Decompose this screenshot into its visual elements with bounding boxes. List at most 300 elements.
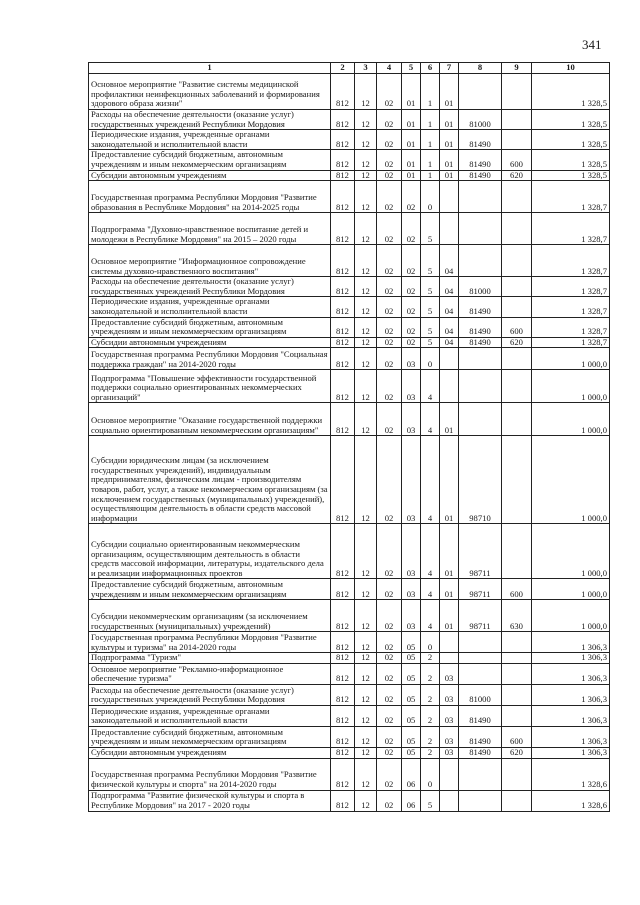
amount-cell: 1 328,5 bbox=[532, 130, 610, 150]
code-cell bbox=[502, 705, 532, 726]
code-cell: 812 bbox=[331, 110, 355, 130]
code-cell bbox=[440, 181, 459, 213]
code-cell: 02 bbox=[377, 653, 402, 664]
table-row bbox=[89, 579, 610, 600]
code-cell bbox=[502, 790, 532, 811]
amount-cell: 1 328,5 bbox=[532, 74, 610, 110]
code-cell: 0 bbox=[421, 348, 440, 370]
code-cell: 05 bbox=[402, 653, 421, 664]
code-cell bbox=[440, 348, 459, 370]
code-cell: 12 bbox=[355, 130, 377, 150]
amount-cell: 1 306,3 bbox=[532, 747, 610, 758]
code-cell: 600 bbox=[502, 317, 532, 337]
code-cell bbox=[440, 790, 459, 811]
code-cell: 03 bbox=[402, 524, 421, 579]
code-cell: 12 bbox=[355, 170, 377, 181]
code-cell: 5 bbox=[421, 213, 440, 245]
code-cell bbox=[459, 348, 502, 370]
amount-cell: 1 000,0 bbox=[532, 348, 610, 370]
table-row bbox=[89, 684, 610, 705]
code-cell: 02 bbox=[377, 213, 402, 245]
code-cell: 812 bbox=[331, 337, 355, 348]
code-cell: 12 bbox=[355, 317, 377, 337]
code-cell: 01 bbox=[440, 579, 459, 600]
code-cell bbox=[459, 74, 502, 110]
code-cell: 0 bbox=[421, 758, 440, 790]
amount-cell: 1 306,3 bbox=[532, 632, 610, 653]
code-cell: 05 bbox=[402, 663, 421, 684]
code-cell bbox=[502, 758, 532, 790]
code-cell: 02 bbox=[377, 705, 402, 726]
code-cell: 01 bbox=[440, 524, 459, 579]
code-cell: 812 bbox=[331, 758, 355, 790]
row-name: Субсидии некоммерческим организациям (за исключением государственных (муниципальных) учреждений) bbox=[89, 600, 331, 632]
amount-cell: 1 328,5 bbox=[532, 150, 610, 170]
table-row bbox=[89, 790, 610, 811]
amount-cell: 1 000,0 bbox=[532, 436, 610, 524]
row-name: Государственная программа Республики Мордовия "Развитие культуры и туризма" на 2014-2020 годы bbox=[89, 632, 331, 653]
code-cell: 81490 bbox=[459, 170, 502, 181]
row-name: Основное мероприятие "Рекламно-информационное обеспечение туризма" bbox=[89, 663, 331, 684]
code-cell bbox=[502, 245, 532, 277]
code-cell: 05 bbox=[402, 705, 421, 726]
table-row bbox=[89, 277, 610, 297]
code-cell: 2 bbox=[421, 663, 440, 684]
code-cell: 01 bbox=[402, 110, 421, 130]
code-cell bbox=[502, 277, 532, 297]
column-header: 10 bbox=[532, 63, 610, 74]
code-cell: 01 bbox=[440, 436, 459, 524]
table-row bbox=[89, 705, 610, 726]
code-cell: 1 bbox=[421, 74, 440, 110]
code-cell: 81000 bbox=[459, 684, 502, 705]
code-cell bbox=[502, 297, 532, 317]
code-cell: 12 bbox=[355, 790, 377, 811]
code-cell: 02 bbox=[377, 370, 402, 403]
code-cell bbox=[502, 653, 532, 664]
row-name: Подпрограмма "Духовно-нравственное воспитание детей и молодежи в Республике Мордовия" на 2015 – 2020 годы bbox=[89, 213, 331, 245]
row-name: Периодические издания, учрежденные органами законодательной и исполнительной власти bbox=[89, 705, 331, 726]
code-cell bbox=[502, 632, 532, 653]
code-cell bbox=[459, 663, 502, 684]
code-cell: 5 bbox=[421, 790, 440, 811]
code-cell bbox=[440, 370, 459, 403]
code-cell bbox=[459, 370, 502, 403]
code-cell: 4 bbox=[421, 524, 440, 579]
table-row bbox=[89, 436, 610, 524]
code-cell: 620 bbox=[502, 747, 532, 758]
row-name: Периодические издания, учрежденные органами законодательной и исполнительной власти bbox=[89, 130, 331, 150]
code-cell bbox=[459, 790, 502, 811]
row-name: Государственная программа Республики Мордовия "Развитие физической культуры и спорта" на 2014-2020 годы bbox=[89, 758, 331, 790]
code-cell: 04 bbox=[440, 337, 459, 348]
code-cell: 12 bbox=[355, 726, 377, 747]
table-row bbox=[89, 747, 610, 758]
amount-cell: 1 328,5 bbox=[532, 110, 610, 130]
code-cell: 04 bbox=[440, 317, 459, 337]
code-cell: 5 bbox=[421, 277, 440, 297]
code-cell: 812 bbox=[331, 747, 355, 758]
amount-cell: 1 000,0 bbox=[532, 524, 610, 579]
row-name: Предоставление субсидий бюджетным, автономным учреждениям и иным некоммерческим организациям bbox=[89, 726, 331, 747]
row-name: Основное мероприятие "Развитие системы медицинской профилактики неинфекционных заболеваний и формирования здорового образа жизни" bbox=[89, 74, 331, 110]
column-header: 9 bbox=[502, 63, 532, 74]
header-row bbox=[89, 63, 610, 74]
row-name: Предоставление субсидий бюджетным, автономным учреждениям и иным некоммерческим организациям bbox=[89, 579, 331, 600]
column-header: 5 bbox=[402, 63, 421, 74]
code-cell: 02 bbox=[402, 245, 421, 277]
code-cell: 812 bbox=[331, 726, 355, 747]
code-cell bbox=[502, 130, 532, 150]
code-cell: 03 bbox=[402, 600, 421, 632]
code-cell: 12 bbox=[355, 74, 377, 110]
code-cell: 06 bbox=[402, 790, 421, 811]
code-cell: 1 bbox=[421, 110, 440, 130]
code-cell: 02 bbox=[402, 297, 421, 317]
code-cell: 1 bbox=[421, 130, 440, 150]
row-name: Государственная программа Республики Мордовия "Развитие образования в Республике Мордовия" на 2014-2025 годы bbox=[89, 181, 331, 213]
code-cell: 02 bbox=[377, 110, 402, 130]
row-name: Основное мероприятие "Информационное сопровождение системы духовно-нравственного воспитания" bbox=[89, 245, 331, 277]
code-cell: 812 bbox=[331, 245, 355, 277]
code-cell: 81490 bbox=[459, 337, 502, 348]
code-cell: 02 bbox=[377, 663, 402, 684]
row-name: Субсидии юридическим лицам (за исключением государственных учреждений), индивидуальным предпринимателям, физическим лицам - производителям товаров, работ, услуг, а также некоммерческим организациям (за исключением государственных (муниципальных) учреждений), осуществляющим деятельность в области средств массовой информации bbox=[89, 436, 331, 524]
code-cell: 81490 bbox=[459, 317, 502, 337]
code-cell bbox=[502, 370, 532, 403]
code-cell: 01 bbox=[402, 130, 421, 150]
code-cell bbox=[502, 684, 532, 705]
amount-cell: 1 328,7 bbox=[532, 277, 610, 297]
row-name: Подпрограмма "Туризм" bbox=[89, 653, 331, 664]
code-cell: 812 bbox=[331, 436, 355, 524]
code-cell: 12 bbox=[355, 524, 377, 579]
code-cell: 02 bbox=[377, 348, 402, 370]
amount-cell: 1 328,5 bbox=[532, 170, 610, 181]
code-cell: 02 bbox=[377, 579, 402, 600]
code-cell: 812 bbox=[331, 170, 355, 181]
amount-cell: 1 000,0 bbox=[532, 370, 610, 403]
code-cell: 5 bbox=[421, 245, 440, 277]
amount-cell: 1 000,0 bbox=[532, 600, 610, 632]
code-cell: 01 bbox=[402, 150, 421, 170]
code-cell: 02 bbox=[377, 758, 402, 790]
code-cell: 630 bbox=[502, 600, 532, 632]
amount-cell: 1 000,0 bbox=[532, 579, 610, 600]
code-cell: 2 bbox=[421, 705, 440, 726]
code-cell: 01 bbox=[440, 170, 459, 181]
code-cell: 4 bbox=[421, 403, 440, 436]
code-cell: 02 bbox=[377, 170, 402, 181]
code-cell: 81490 bbox=[459, 130, 502, 150]
code-cell bbox=[459, 653, 502, 664]
code-cell: 812 bbox=[331, 213, 355, 245]
code-cell: 98711 bbox=[459, 524, 502, 579]
code-cell: 12 bbox=[355, 600, 377, 632]
code-cell: 01 bbox=[402, 170, 421, 181]
code-cell: 03 bbox=[402, 370, 421, 403]
code-cell: 02 bbox=[402, 213, 421, 245]
table-row bbox=[89, 317, 610, 337]
code-cell: 02 bbox=[402, 277, 421, 297]
code-cell: 5 bbox=[421, 297, 440, 317]
code-cell: 12 bbox=[355, 297, 377, 317]
page-number: 341 bbox=[582, 37, 602, 52]
table-row bbox=[89, 653, 610, 664]
row-name: Субсидии автономным учреждениям bbox=[89, 747, 331, 758]
code-cell: 600 bbox=[502, 726, 532, 747]
code-cell: 4 bbox=[421, 579, 440, 600]
table-row bbox=[89, 337, 610, 348]
code-cell: 03 bbox=[440, 705, 459, 726]
code-cell: 0 bbox=[421, 181, 440, 213]
code-cell bbox=[440, 213, 459, 245]
table-row bbox=[89, 150, 610, 170]
code-cell: 2 bbox=[421, 653, 440, 664]
amount-cell: 1 306,3 bbox=[532, 684, 610, 705]
code-cell: 812 bbox=[331, 705, 355, 726]
code-cell: 812 bbox=[331, 277, 355, 297]
table-row bbox=[89, 403, 610, 436]
amount-cell: 1 328,6 bbox=[532, 758, 610, 790]
column-header: 4 bbox=[377, 63, 402, 74]
code-cell: 812 bbox=[331, 150, 355, 170]
code-cell: 01 bbox=[440, 110, 459, 130]
column-header: 8 bbox=[459, 63, 502, 74]
code-cell bbox=[459, 181, 502, 213]
code-cell: 02 bbox=[377, 684, 402, 705]
code-cell: 01 bbox=[440, 403, 459, 436]
amount-cell: 1 328,7 bbox=[532, 317, 610, 337]
row-name: Предоставление субсидий бюджетным, автономным учреждениям и иным некоммерческим организациям bbox=[89, 317, 331, 337]
amount-cell: 1 000,0 bbox=[532, 403, 610, 436]
code-cell: 12 bbox=[355, 245, 377, 277]
code-cell: 12 bbox=[355, 277, 377, 297]
amount-cell: 1 328,7 bbox=[532, 181, 610, 213]
code-cell: 01 bbox=[440, 74, 459, 110]
code-cell: 812 bbox=[331, 663, 355, 684]
code-cell: 812 bbox=[331, 130, 355, 150]
code-cell: 12 bbox=[355, 403, 377, 436]
code-cell: 812 bbox=[331, 632, 355, 653]
code-cell: 81490 bbox=[459, 705, 502, 726]
code-cell: 12 bbox=[355, 705, 377, 726]
column-header: 1 bbox=[89, 63, 331, 74]
row-name: Подпрограмма "Повышение эффективности государственной поддержки социально ориентированных некоммерческих организаций" bbox=[89, 370, 331, 403]
table-row bbox=[89, 297, 610, 317]
code-cell: 12 bbox=[355, 653, 377, 664]
code-cell: 2 bbox=[421, 684, 440, 705]
amount-cell: 1 328,7 bbox=[532, 297, 610, 317]
code-cell: 812 bbox=[331, 348, 355, 370]
row-name: Периодические издания, учрежденные органами законодательной и исполнительной власти bbox=[89, 297, 331, 317]
code-cell: 12 bbox=[355, 213, 377, 245]
code-cell: 02 bbox=[377, 317, 402, 337]
table-row bbox=[89, 245, 610, 277]
row-name: Субсидии автономным учреждениям bbox=[89, 337, 331, 348]
code-cell: 01 bbox=[440, 600, 459, 632]
code-cell: 02 bbox=[402, 337, 421, 348]
table-row bbox=[89, 110, 610, 130]
code-cell bbox=[440, 758, 459, 790]
amount-cell: 1 306,3 bbox=[532, 653, 610, 664]
table-row bbox=[89, 758, 610, 790]
code-cell: 5 bbox=[421, 337, 440, 348]
table-body bbox=[89, 74, 610, 812]
code-cell: 03 bbox=[402, 348, 421, 370]
code-cell: 4 bbox=[421, 370, 440, 403]
row-name: Расходы на обеспечение деятельности (оказание услуг) государственных учреждений Республики Мордовия bbox=[89, 684, 331, 705]
code-cell: 02 bbox=[377, 790, 402, 811]
table-row bbox=[89, 726, 610, 747]
code-cell bbox=[502, 110, 532, 130]
code-cell: 81490 bbox=[459, 297, 502, 317]
column-header: 3 bbox=[355, 63, 377, 74]
code-cell bbox=[502, 403, 532, 436]
code-cell: 812 bbox=[331, 600, 355, 632]
code-cell: 12 bbox=[355, 663, 377, 684]
code-cell: 12 bbox=[355, 747, 377, 758]
code-cell: 12 bbox=[355, 436, 377, 524]
code-cell: 812 bbox=[331, 403, 355, 436]
code-cell: 81490 bbox=[459, 747, 502, 758]
code-cell: 812 bbox=[331, 790, 355, 811]
code-cell: 01 bbox=[440, 130, 459, 150]
code-cell: 812 bbox=[331, 370, 355, 403]
code-cell: 02 bbox=[377, 297, 402, 317]
code-cell: 02 bbox=[377, 130, 402, 150]
amount-cell: 1 328,6 bbox=[532, 790, 610, 811]
code-cell bbox=[502, 213, 532, 245]
code-cell: 05 bbox=[402, 747, 421, 758]
code-cell: 02 bbox=[377, 600, 402, 632]
code-cell: 812 bbox=[331, 524, 355, 579]
code-cell bbox=[440, 653, 459, 664]
code-cell: 600 bbox=[502, 150, 532, 170]
row-name: Расходы на обеспечение деятельности (оказание услуг) государственных учреждений Республики Мордовия bbox=[89, 110, 331, 130]
code-cell: 03 bbox=[402, 436, 421, 524]
code-cell: 12 bbox=[355, 337, 377, 348]
code-cell bbox=[502, 181, 532, 213]
table-row bbox=[89, 663, 610, 684]
code-cell: 81000 bbox=[459, 110, 502, 130]
code-cell: 620 bbox=[502, 170, 532, 181]
code-cell: 81490 bbox=[459, 150, 502, 170]
code-cell: 12 bbox=[355, 684, 377, 705]
code-cell: 06 bbox=[402, 758, 421, 790]
code-cell: 03 bbox=[440, 684, 459, 705]
column-header: 2 bbox=[331, 63, 355, 74]
code-cell bbox=[502, 524, 532, 579]
code-cell: 04 bbox=[440, 277, 459, 297]
code-cell: 05 bbox=[402, 726, 421, 747]
code-cell: 12 bbox=[355, 758, 377, 790]
amount-cell: 1 306,3 bbox=[532, 663, 610, 684]
table-row bbox=[89, 524, 610, 579]
amount-cell: 1 328,7 bbox=[532, 213, 610, 245]
code-cell: 02 bbox=[377, 747, 402, 758]
code-cell: 5 bbox=[421, 317, 440, 337]
table-row bbox=[89, 213, 610, 245]
code-cell bbox=[502, 348, 532, 370]
row-name: Основное мероприятие "Оказание государственной поддержки социально ориентированным некоммерческим организациям" bbox=[89, 403, 331, 436]
code-cell: 02 bbox=[377, 726, 402, 747]
code-cell: 4 bbox=[421, 600, 440, 632]
code-cell: 1 bbox=[421, 170, 440, 181]
table-row bbox=[89, 170, 610, 181]
code-cell: 01 bbox=[440, 150, 459, 170]
code-cell: 1 bbox=[421, 150, 440, 170]
code-cell bbox=[440, 632, 459, 653]
code-cell: 81490 bbox=[459, 726, 502, 747]
code-cell: 12 bbox=[355, 370, 377, 403]
code-cell: 12 bbox=[355, 632, 377, 653]
code-cell: 03 bbox=[440, 663, 459, 684]
row-name: Субсидии социально ориентированным некоммерческим организациям, осуществляющим деятельность в области средств массовой информации, литературы, издательского дела и реализации информационных проектов bbox=[89, 524, 331, 579]
code-cell: 02 bbox=[377, 403, 402, 436]
code-cell: 81000 bbox=[459, 277, 502, 297]
code-cell: 12 bbox=[355, 579, 377, 600]
code-cell: 02 bbox=[377, 337, 402, 348]
code-cell: 03 bbox=[440, 747, 459, 758]
code-cell: 02 bbox=[377, 632, 402, 653]
code-cell: 0 bbox=[421, 632, 440, 653]
code-cell: 02 bbox=[377, 277, 402, 297]
code-cell bbox=[502, 74, 532, 110]
code-cell bbox=[459, 213, 502, 245]
code-cell: 98710 bbox=[459, 436, 502, 524]
amount-cell: 1 306,3 bbox=[532, 705, 610, 726]
table-row bbox=[89, 348, 610, 370]
table-row bbox=[89, 600, 610, 632]
row-name: Подпрограмма "Развитие физической культуры и спорта в Республике Мордовия" на 2017 - 2020 годы bbox=[89, 790, 331, 811]
table-row bbox=[89, 130, 610, 150]
column-header: 7 bbox=[440, 63, 459, 74]
code-cell bbox=[502, 663, 532, 684]
code-cell: 812 bbox=[331, 579, 355, 600]
row-name: Расходы на обеспечение деятельности (оказание услуг) государственных учреждений Республики Мордовия bbox=[89, 277, 331, 297]
code-cell: 05 bbox=[402, 684, 421, 705]
code-cell: 02 bbox=[377, 524, 402, 579]
column-header: 6 bbox=[421, 63, 440, 74]
code-cell: 600 bbox=[502, 579, 532, 600]
code-cell: 812 bbox=[331, 653, 355, 664]
code-cell: 03 bbox=[440, 726, 459, 747]
code-cell bbox=[459, 758, 502, 790]
row-name: Субсидии автономным учреждениям bbox=[89, 170, 331, 181]
code-cell: 98711 bbox=[459, 579, 502, 600]
code-cell: 05 bbox=[402, 632, 421, 653]
budget-table bbox=[88, 62, 610, 812]
code-cell: 04 bbox=[440, 245, 459, 277]
code-cell: 01 bbox=[402, 74, 421, 110]
code-cell: 12 bbox=[355, 348, 377, 370]
code-cell: 02 bbox=[377, 245, 402, 277]
row-name: Государственная программа Республики Мордовия "Социальная поддержка граждан" на 2014-2020 годы bbox=[89, 348, 331, 370]
code-cell: 12 bbox=[355, 181, 377, 213]
code-cell: 02 bbox=[377, 181, 402, 213]
row-name: Предоставление субсидий бюджетным, автономным учреждениям и иным некоммерческим организациям bbox=[89, 150, 331, 170]
code-cell: 812 bbox=[331, 74, 355, 110]
code-cell bbox=[502, 436, 532, 524]
code-cell: 12 bbox=[355, 150, 377, 170]
amount-cell: 1 328,7 bbox=[532, 245, 610, 277]
amount-cell: 1 306,3 bbox=[532, 726, 610, 747]
code-cell: 03 bbox=[402, 403, 421, 436]
code-cell: 02 bbox=[402, 317, 421, 337]
code-cell: 812 bbox=[331, 684, 355, 705]
code-cell: 2 bbox=[421, 747, 440, 758]
